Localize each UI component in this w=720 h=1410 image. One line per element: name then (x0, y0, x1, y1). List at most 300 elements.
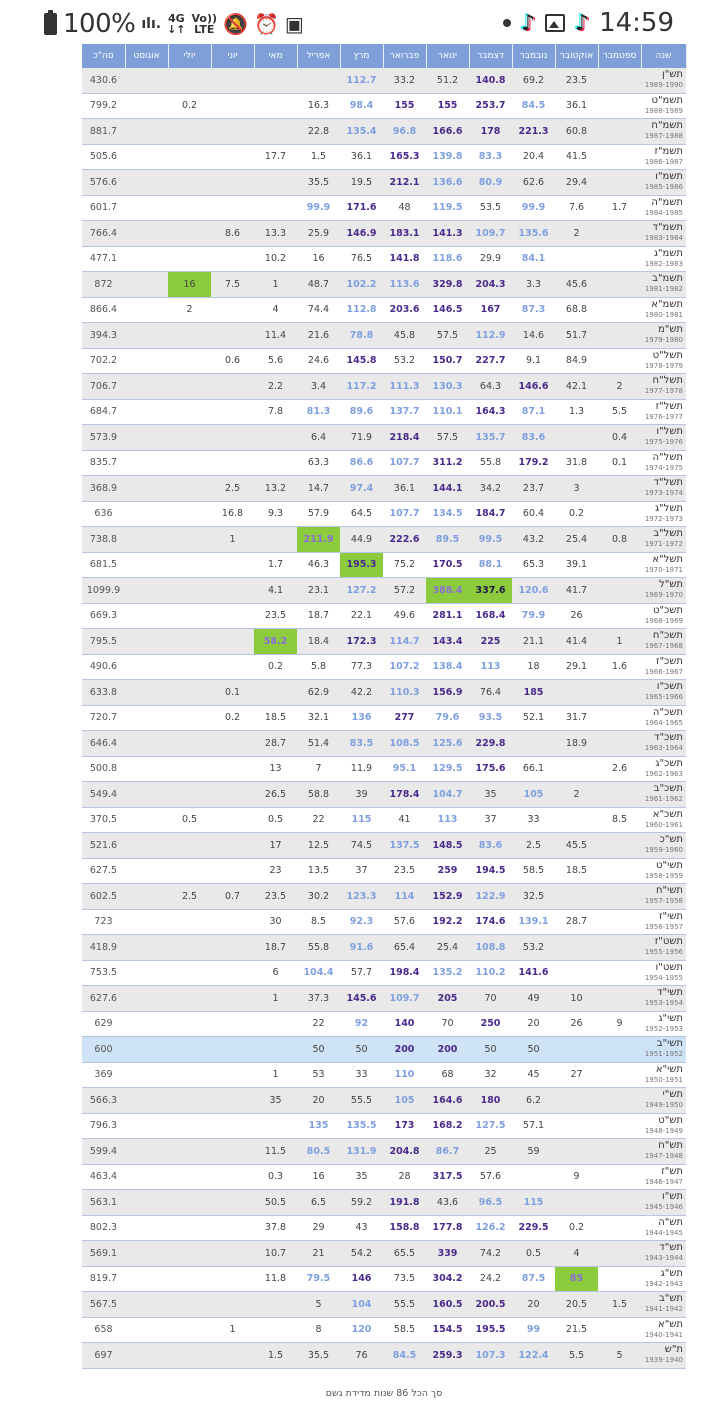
month-cell (125, 986, 168, 1012)
month-cell (168, 170, 211, 196)
month-cell (125, 68, 168, 93)
month-cell (168, 629, 211, 655)
month-cell (254, 119, 297, 145)
table-row (82, 935, 686, 961)
month-cell: 16 (168, 272, 211, 298)
month-cell (211, 374, 254, 400)
month-cell (598, 833, 641, 859)
month-cell (168, 1113, 211, 1139)
month-cell: 8.6 (211, 221, 254, 247)
year-cell (641, 578, 686, 604)
year-cell (641, 323, 686, 349)
total-cell: 573.9 (82, 425, 125, 451)
table-row (82, 578, 686, 604)
month-cell: 48.7 (297, 272, 340, 298)
year-cell (641, 501, 686, 527)
month-cell: 139.8 (426, 144, 469, 170)
year-hebrew-label: תשי"ד (657, 987, 683, 999)
month-cell (211, 731, 254, 757)
month-cell: 200.5 (469, 1292, 512, 1318)
month-cell: 0.2 (168, 93, 211, 119)
month-cell: 21 (297, 1241, 340, 1267)
month-cell (125, 297, 168, 323)
total-cell: 799.2 (82, 93, 125, 119)
month-cell: 204.3 (469, 272, 512, 298)
month-cell (598, 960, 641, 986)
month-cell: 9.3 (254, 501, 297, 527)
total-cell: 702.2 (82, 348, 125, 374)
month-cell (125, 1317, 168, 1343)
month-cell: 168.4 (469, 603, 512, 629)
month-cell: 126.2 (469, 1215, 512, 1241)
rainfall-table (82, 44, 687, 1369)
table-row (82, 1317, 686, 1343)
month-cell (125, 1088, 168, 1114)
year-range-label: 1939-1940 (644, 1356, 683, 1365)
year-hebrew-label: תשל"ה (652, 451, 683, 463)
month-cell: 68.8 (555, 297, 598, 323)
month-cell (598, 1088, 641, 1114)
month-cell: 25.9 (297, 221, 340, 247)
month-cell: 32.1 (297, 705, 340, 731)
month-cell: 19.5 (340, 170, 383, 196)
month-cell: 108.8 (469, 935, 512, 961)
month-cell (168, 246, 211, 272)
month-cell: 0.3 (254, 1164, 297, 1190)
month-cell (168, 654, 211, 680)
month-cell: 16 (297, 1164, 340, 1190)
year-range-label: 1944-1945 (644, 1228, 683, 1237)
year-cell (641, 1011, 686, 1037)
table-row (82, 960, 686, 986)
month-cell: 127.5 (469, 1113, 512, 1139)
month-cell (211, 603, 254, 629)
total-cell: 500.8 (82, 756, 125, 782)
month-cell (211, 909, 254, 935)
month-cell: 7.5 (211, 272, 254, 298)
year-hebrew-label: תשמ"ד (652, 222, 683, 234)
month-cell: 5.5 (598, 399, 641, 425)
year-hebrew-label: תשכ"ה (652, 706, 683, 718)
month-cell: 135.7 (469, 425, 512, 451)
total-cell: 669.3 (82, 603, 125, 629)
month-cell: 108.5 (383, 731, 426, 757)
month-cell (254, 1317, 297, 1343)
header-total: סה"כ (82, 44, 125, 68)
month-cell: 0.1 (598, 450, 641, 476)
month-cell: 195.5 (469, 1317, 512, 1343)
total-cell: 629 (82, 1011, 125, 1037)
month-cell: 10.2 (254, 246, 297, 272)
year-range-label: 1947-1948 (644, 1152, 683, 1161)
month-cell: 131.9 (340, 1139, 383, 1165)
month-cell (555, 1190, 598, 1216)
month-cell (211, 1266, 254, 1292)
month-cell (555, 425, 598, 451)
month-cell: 4 (555, 1241, 598, 1267)
month-cell: 24.6 (297, 348, 340, 374)
month-cell: 129.5 (426, 756, 469, 782)
total-cell: 706.7 (82, 374, 125, 400)
year-cell (641, 221, 686, 247)
month-cell (168, 705, 211, 731)
month-cell: 112.8 (340, 297, 383, 323)
table-row (82, 603, 686, 629)
month-cell: 5.5 (555, 1343, 598, 1369)
year-hebrew-label: תשכ"ב (653, 783, 683, 795)
total-cell: 681.5 (82, 552, 125, 578)
month-cell (598, 323, 641, 349)
month-cell: 89.5 (426, 527, 469, 553)
month-cell: 110.1 (426, 399, 469, 425)
year-hebrew-label: תשמ"ז (654, 145, 683, 157)
month-cell: 45 (512, 1062, 555, 1088)
month-cell (598, 1241, 641, 1267)
month-cell: 49.6 (383, 603, 426, 629)
table-row (82, 195, 686, 221)
table-row (82, 731, 686, 757)
month-cell: 1 (254, 1062, 297, 1088)
month-cell: 87.5 (512, 1266, 555, 1292)
month-cell (125, 170, 168, 196)
month-cell: 92.3 (340, 909, 383, 935)
month-cell: 12.5 (297, 833, 340, 859)
year-cell (641, 1343, 686, 1369)
header-january: ינואר (426, 44, 469, 68)
year-hebrew-label: תשי"ח (655, 885, 683, 897)
year-cell (641, 935, 686, 961)
month-cell: 83.6 (469, 833, 512, 859)
month-cell (211, 578, 254, 604)
battery-icon (44, 13, 57, 35)
month-cell (555, 1088, 598, 1114)
month-cell (125, 1164, 168, 1190)
month-cell: 21.5 (555, 1317, 598, 1343)
month-cell: 179.2 (512, 450, 555, 476)
month-cell: 53.2 (383, 348, 426, 374)
table-row (82, 680, 686, 706)
month-cell: 18 (512, 654, 555, 680)
month-cell: 87.3 (512, 297, 555, 323)
month-cell: 0.2 (211, 705, 254, 731)
header-september: ספטמבר (598, 44, 641, 68)
month-cell: 183.1 (383, 221, 426, 247)
total-cell: 567.5 (82, 1292, 125, 1318)
month-cell (211, 1062, 254, 1088)
header-march: מרץ (340, 44, 383, 68)
year-cell (641, 909, 686, 935)
year-hebrew-label: תשמ"א (651, 298, 683, 310)
year-cell (641, 119, 686, 145)
month-cell: 37.8 (254, 1215, 297, 1241)
total-cell: 370.5 (82, 807, 125, 833)
month-cell: 51.4 (297, 731, 340, 757)
month-cell: 0.4 (598, 425, 641, 451)
table-row (82, 527, 686, 553)
month-cell: 304.2 (426, 1266, 469, 1292)
total-cell: 866.4 (82, 297, 125, 323)
month-cell (598, 348, 641, 374)
year-hebrew-label: תשכ"ג (655, 757, 683, 769)
month-cell: 141.8 (383, 246, 426, 272)
month-cell (125, 705, 168, 731)
month-cell (168, 1037, 211, 1063)
year-hebrew-label: תשכ"א (652, 808, 683, 820)
month-cell: 0.5 (168, 807, 211, 833)
month-cell (211, 782, 254, 808)
month-cell: 135 (297, 1113, 340, 1139)
month-cell: 104.7 (426, 782, 469, 808)
month-cell (168, 858, 211, 884)
month-cell: 222.6 (383, 527, 426, 553)
year-hebrew-label: תש"כ (659, 834, 683, 846)
year-range-label: 1976-1977 (644, 412, 683, 421)
month-cell: 99.9 (512, 195, 555, 221)
year-range-label: 1967-1968 (644, 642, 683, 651)
year-range-label: 1978-1979 (644, 361, 683, 370)
month-cell: 339 (426, 1241, 469, 1267)
month-cell (168, 552, 211, 578)
table-row (82, 1292, 686, 1318)
month-cell: 37.3 (297, 986, 340, 1012)
month-cell: 1 (254, 272, 297, 298)
month-cell: 107.2 (383, 654, 426, 680)
year-range-label: 1972-1973 (644, 514, 683, 523)
month-cell: 125.6 (426, 731, 469, 757)
month-cell: 107.7 (383, 501, 426, 527)
month-cell: 155 (426, 93, 469, 119)
month-cell (555, 1037, 598, 1063)
month-cell (598, 1062, 641, 1088)
month-cell: 65.4 (383, 935, 426, 961)
year-range-label: 1943-1944 (644, 1254, 683, 1263)
month-cell (211, 1292, 254, 1318)
table-row (82, 68, 686, 93)
month-cell: 2.5 (211, 476, 254, 502)
month-cell: 20.4 (512, 144, 555, 170)
month-cell: 13.5 (297, 858, 340, 884)
month-cell (168, 119, 211, 145)
month-cell (168, 782, 211, 808)
table-row (82, 1190, 686, 1216)
month-cell: 0.2 (555, 1215, 598, 1241)
month-cell: 104.4 (297, 960, 340, 986)
month-cell: 22 (297, 1011, 340, 1037)
total-cell: 394.3 (82, 323, 125, 349)
year-range-label: 1954-1955 (644, 973, 683, 982)
year-hebrew-label: תשמ"ט (651, 94, 683, 106)
month-cell: 211.9 (297, 527, 340, 553)
month-cell (125, 425, 168, 451)
month-cell (598, 1113, 641, 1139)
month-cell (598, 1317, 641, 1343)
table-row (82, 1241, 686, 1267)
month-cell (598, 144, 641, 170)
rainfall-table-container[interactable] (82, 44, 686, 1369)
month-cell: 92 (340, 1011, 383, 1037)
total-cell: 738.8 (82, 527, 125, 553)
month-cell: 50 (512, 1037, 555, 1063)
month-cell: 21.1 (512, 629, 555, 655)
table-row (82, 1266, 686, 1292)
year-range-label: 1950-1951 (644, 1075, 683, 1084)
year-cell (641, 1088, 686, 1114)
month-cell: 23.5 (254, 603, 297, 629)
status-bar-right (503, 8, 674, 38)
month-cell: 165.3 (383, 144, 426, 170)
month-cell: 14.6 (512, 323, 555, 349)
year-cell (641, 1317, 686, 1343)
total-cell: 369 (82, 1062, 125, 1088)
month-cell: 112.9 (469, 323, 512, 349)
month-cell: 152.9 (426, 884, 469, 910)
month-cell (125, 1011, 168, 1037)
month-cell: 20 (297, 1088, 340, 1114)
month-cell (168, 425, 211, 451)
month-cell: 99.9 (297, 195, 340, 221)
year-cell (641, 654, 686, 680)
month-cell: 11.8 (254, 1266, 297, 1292)
year-cell (641, 884, 686, 910)
year-range-label: 1980-1981 (644, 310, 683, 319)
month-cell: 194.5 (469, 858, 512, 884)
month-cell: 144.1 (426, 476, 469, 502)
month-cell: 175.6 (469, 756, 512, 782)
month-cell: 35 (469, 782, 512, 808)
month-cell: 54.2 (340, 1241, 383, 1267)
month-cell (555, 1139, 598, 1165)
year-hebrew-label: תש"ל (659, 579, 683, 591)
month-cell: 146.5 (426, 297, 469, 323)
month-cell (598, 858, 641, 884)
year-hebrew-label: תש"ג (660, 1267, 683, 1279)
month-cell: 37 (340, 858, 383, 884)
month-cell: 53.5 (469, 195, 512, 221)
month-cell: 113.6 (383, 272, 426, 298)
month-cell: 26.5 (254, 782, 297, 808)
month-cell: 9 (598, 1011, 641, 1037)
month-cell: 388.4 (426, 578, 469, 604)
month-cell: 57.5 (426, 425, 469, 451)
year-cell (641, 807, 686, 833)
year-range-label: 1983-1984 (644, 234, 683, 243)
month-cell: 85 (555, 1266, 598, 1292)
month-cell: 57.1 (512, 1113, 555, 1139)
month-cell (125, 246, 168, 272)
month-cell: 45.8 (383, 323, 426, 349)
month-cell: 1 (598, 629, 641, 655)
year-range-label: 1957-1958 (644, 897, 683, 906)
month-cell (168, 960, 211, 986)
month-cell: 110 (383, 1062, 426, 1088)
year-hebrew-label: תש"ן (662, 69, 683, 81)
month-cell: 25.4 (555, 527, 598, 553)
month-cell: 36.1 (555, 93, 598, 119)
month-cell (168, 527, 211, 553)
month-cell: 123.3 (340, 884, 383, 910)
total-cell: 766.4 (82, 221, 125, 247)
month-cell (598, 93, 641, 119)
month-cell (211, 935, 254, 961)
total-cell: 1099.9 (82, 578, 125, 604)
month-cell (125, 1113, 168, 1139)
month-cell: 1 (211, 527, 254, 553)
month-cell: 259.3 (426, 1343, 469, 1369)
month-cell (598, 1164, 641, 1190)
month-cell (211, 1011, 254, 1037)
month-cell: 155 (383, 93, 426, 119)
month-cell: 58.8 (297, 782, 340, 808)
month-cell: 104 (340, 1292, 383, 1318)
month-cell: 2 (168, 297, 211, 323)
month-cell (297, 68, 340, 93)
month-cell: 25.4 (426, 935, 469, 961)
month-cell (125, 858, 168, 884)
month-cell (598, 297, 641, 323)
month-cell (598, 782, 641, 808)
month-cell: 71.9 (340, 425, 383, 451)
month-cell: 137.5 (383, 833, 426, 859)
total-cell: 601.7 (82, 195, 125, 221)
table-row (82, 221, 686, 247)
month-cell: 114 (383, 884, 426, 910)
month-cell: 195.3 (340, 552, 383, 578)
table-row (82, 1088, 686, 1114)
month-cell (598, 909, 641, 935)
total-cell: 658 (82, 1317, 125, 1343)
tiktok-icon: ♪ (575, 10, 590, 36)
month-cell (211, 1113, 254, 1139)
month-cell (125, 1343, 168, 1369)
year-cell (641, 1215, 686, 1241)
header-year: שנה (641, 44, 686, 68)
month-cell: 83.6 (512, 425, 555, 451)
month-cell: 173 (383, 1113, 426, 1139)
total-cell: 697 (82, 1343, 125, 1369)
month-cell: 57.7 (340, 960, 383, 986)
month-cell: 53.2 (512, 935, 555, 961)
total-cell: 569.1 (82, 1241, 125, 1267)
month-cell: 91.6 (340, 935, 383, 961)
month-cell: 55.5 (383, 1292, 426, 1318)
month-cell (254, 425, 297, 451)
month-cell (125, 144, 168, 170)
month-cell: 2.5 (168, 884, 211, 910)
total-cell: 563.1 (82, 1190, 125, 1216)
month-cell (125, 782, 168, 808)
month-cell (598, 501, 641, 527)
year-hebrew-label: תשי"ז (659, 910, 683, 922)
year-hebrew-label: ת"ש (664, 1344, 683, 1356)
month-cell: 135.4 (340, 119, 383, 145)
month-cell: 329.8 (426, 272, 469, 298)
month-cell: 11.4 (254, 323, 297, 349)
year-range-label: 1942-1943 (644, 1279, 683, 1288)
month-cell: 23.5 (254, 884, 297, 910)
month-cell: 58.2 (254, 629, 297, 655)
month-cell (168, 195, 211, 221)
month-cell: 41.7 (555, 578, 598, 604)
month-cell: 49 (512, 986, 555, 1012)
month-cell: 221.3 (512, 119, 555, 145)
month-cell: 5 (297, 1292, 340, 1318)
month-cell: 39.1 (555, 552, 598, 578)
month-cell (168, 501, 211, 527)
year-cell (641, 527, 686, 553)
year-range-label: 1946-1947 (644, 1177, 683, 1186)
month-cell (125, 807, 168, 833)
year-cell (641, 1241, 686, 1267)
